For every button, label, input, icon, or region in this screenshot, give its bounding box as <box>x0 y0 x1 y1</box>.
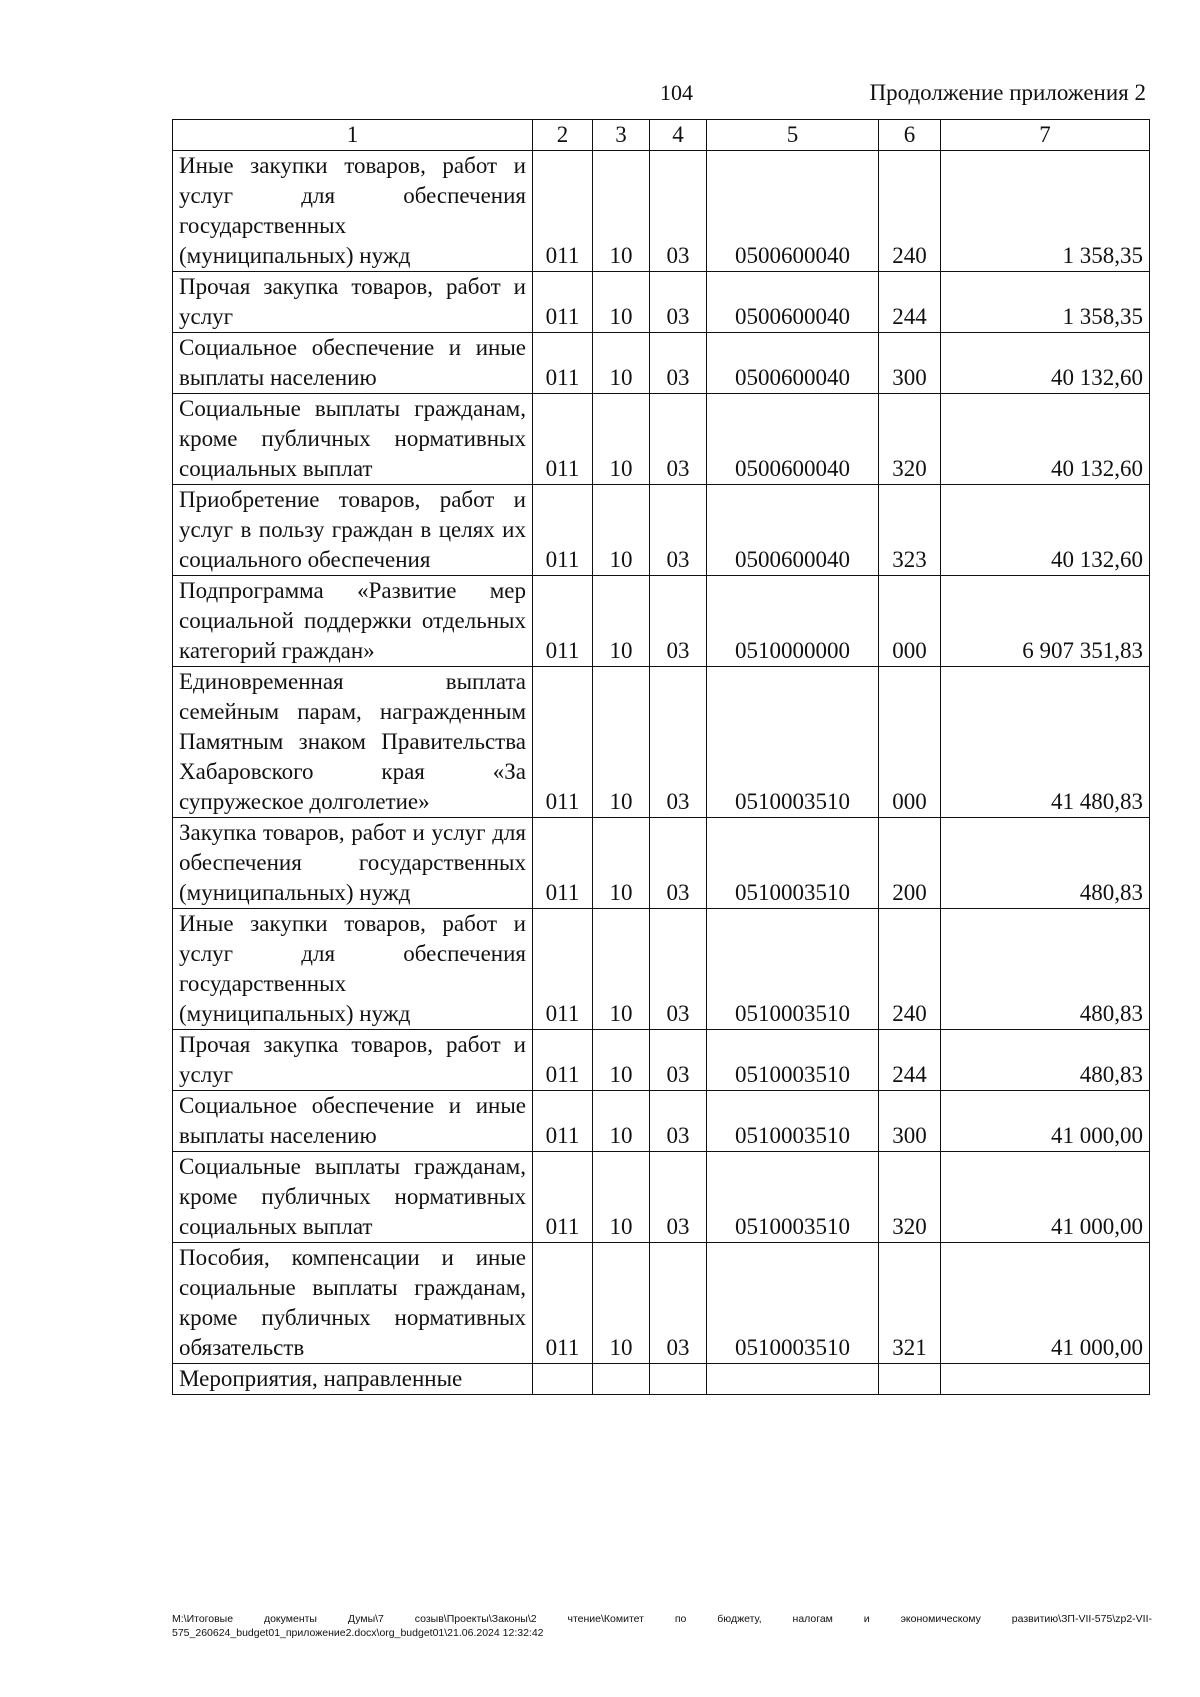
cell-c2: 011 <box>533 151 593 272</box>
cell-c2: 011 <box>533 1243 593 1364</box>
row-name: Прочая закупка товаров, работ и услуг <box>173 272 533 333</box>
cell-c3: 10 <box>593 151 650 272</box>
row-name: Прочая закупка товаров, работ и услуг <box>173 1030 533 1091</box>
row-name: Иные закупки товаров, работ и услуг для обеспечения государственных (муниципальных) нужд <box>173 151 533 272</box>
cell-c4: 03 <box>650 151 707 272</box>
cell-c5: 0510003510 <box>707 909 879 1030</box>
cell-c6: 000 <box>879 576 941 667</box>
cell-c2: 011 <box>533 272 593 333</box>
cell-c4: 03 <box>650 1152 707 1243</box>
table-row <box>173 394 1150 485</box>
table-row <box>173 667 1150 818</box>
row-name: Социальное обеспечение и иные выплаты населению <box>173 333 533 394</box>
cell-c4: 03 <box>650 1091 707 1152</box>
cell-c2: 011 <box>533 1152 593 1243</box>
cell-c5: 0500600040 <box>707 394 879 485</box>
cell-c2: 011 <box>533 667 593 818</box>
cell-amount <box>941 1364 1150 1395</box>
document-path-footer: М:\Итоговые документы Думы\7 созыв\Проекты\Законы\2 чтение\Комитет по бюджету, налогам и экономическому развитию\ЗП-VII-575\zp2-VII-575_260624_budget01_приложение2.docx\org_budget01\21.06.2024 12:32:42 <box>172 1613 1152 1639</box>
cell-amount: 1 358,35 <box>941 272 1150 333</box>
cell-c3: 10 <box>593 333 650 394</box>
budget-table <box>172 119 1150 1395</box>
cell-c5 <box>707 1364 879 1395</box>
cell-c2: 011 <box>533 909 593 1030</box>
row-name: Социальное обеспечение и иные выплаты населению <box>173 1091 533 1152</box>
table-row <box>173 1152 1150 1243</box>
cell-c4: 03 <box>650 1030 707 1091</box>
cell-amount: 41 000,00 <box>941 1243 1150 1364</box>
cell-c3: 10 <box>593 1030 650 1091</box>
cell-c5: 0500600040 <box>707 485 879 576</box>
column-header: 4 <box>650 120 707 151</box>
cell-c5: 0510003510 <box>707 1091 879 1152</box>
table-row <box>173 1364 1150 1395</box>
column-header: 1 <box>173 120 533 151</box>
cell-c6: 300 <box>879 1091 941 1152</box>
table-row <box>173 333 1150 394</box>
row-name: Подпрограмма «Развитие мер социальной поддержки отдельных категорий граждан» <box>173 576 533 667</box>
table-row <box>173 576 1150 667</box>
cell-c6: 320 <box>879 394 941 485</box>
cell-c3 <box>593 1364 650 1395</box>
cell-c6: 300 <box>879 333 941 394</box>
cell-c5: 0510000000 <box>707 576 879 667</box>
cell-c5: 0510003510 <box>707 1243 879 1364</box>
cell-amount: 41 480,83 <box>941 667 1150 818</box>
page-number: 104 <box>660 80 693 105</box>
cell-c5: 0500600040 <box>707 333 879 394</box>
cell-c6: 244 <box>879 272 941 333</box>
cell-c4: 03 <box>650 1243 707 1364</box>
cell-c3: 10 <box>593 576 650 667</box>
cell-c5: 0500600040 <box>707 272 879 333</box>
cell-amount: 40 132,60 <box>941 394 1150 485</box>
table-row <box>173 272 1150 333</box>
cell-c3: 10 <box>593 1152 650 1243</box>
cell-c3: 10 <box>593 485 650 576</box>
cell-c6 <box>879 1364 941 1395</box>
table-row <box>173 818 1150 909</box>
row-name: Иные закупки товаров, работ и услуг для обеспечения государственных (муниципальных) нужд <box>173 909 533 1030</box>
cell-amount: 41 000,00 <box>941 1091 1150 1152</box>
cell-c5: 0500600040 <box>707 151 879 272</box>
cell-c6: 321 <box>879 1243 941 1364</box>
cell-c6: 323 <box>879 485 941 576</box>
cell-c4: 03 <box>650 272 707 333</box>
cell-amount: 40 132,60 <box>941 333 1150 394</box>
cell-c4: 03 <box>650 333 707 394</box>
cell-c5: 0510003510 <box>707 1030 879 1091</box>
cell-c3: 10 <box>593 667 650 818</box>
column-header: 2 <box>533 120 593 151</box>
cell-c2: 011 <box>533 485 593 576</box>
cell-c5: 0510003510 <box>707 667 879 818</box>
cell-c4: 03 <box>650 909 707 1030</box>
column-header: 5 <box>707 120 879 151</box>
table-row <box>173 909 1150 1030</box>
cell-c3: 10 <box>593 272 650 333</box>
cell-c2: 011 <box>533 1091 593 1152</box>
cell-amount: 480,83 <box>941 1030 1150 1091</box>
cell-amount: 40 132,60 <box>941 485 1150 576</box>
cell-c4: 03 <box>650 485 707 576</box>
cell-c6: 240 <box>879 909 941 1030</box>
table-row <box>173 1091 1150 1152</box>
cell-c4: 03 <box>650 818 707 909</box>
column-header: 6 <box>879 120 941 151</box>
cell-c4: 03 <box>650 576 707 667</box>
cell-c3: 10 <box>593 394 650 485</box>
row-name: Закупка товаров, работ и услуг для обеспечения государственных (муниципальных) нужд <box>173 818 533 909</box>
cell-c2: 011 <box>533 1030 593 1091</box>
cell-c2: 011 <box>533 394 593 485</box>
row-name: Приобретение товаров, работ и услуг в пользу граждан в целях их социального обеспечения <box>173 485 533 576</box>
cell-c6: 000 <box>879 667 941 818</box>
cell-c2: 011 <box>533 818 593 909</box>
cell-amount: 480,83 <box>941 818 1150 909</box>
table-header-row <box>173 120 1150 151</box>
appendix-caption: Продолжение приложения 2 <box>869 80 1146 105</box>
cell-c4: 03 <box>650 394 707 485</box>
table-row <box>173 485 1150 576</box>
cell-c6: 244 <box>879 1030 941 1091</box>
row-name: Социальные выплаты гражданам, кроме публичных нормативных социальных выплат <box>173 1152 533 1243</box>
row-name: Социальные выплаты гражданам, кроме публичных нормативных социальных выплат <box>173 394 533 485</box>
row-name: Пособия, компенсации и иные социальные выплаты гражданам, кроме публичных нормативных обязательств <box>173 1243 533 1364</box>
row-name: Мероприятия, направленные <box>173 1364 533 1395</box>
cell-c6: 200 <box>879 818 941 909</box>
column-header: 7 <box>941 120 1150 151</box>
cell-c2 <box>533 1364 593 1395</box>
cell-c5: 0510003510 <box>707 818 879 909</box>
cell-c4 <box>650 1364 707 1395</box>
cell-amount: 480,83 <box>941 909 1150 1030</box>
cell-amount: 1 358,35 <box>941 151 1150 272</box>
column-header: 3 <box>593 120 650 151</box>
cell-amount: 6 907 351,83 <box>941 576 1150 667</box>
cell-c6: 320 <box>879 1152 941 1243</box>
cell-c4: 03 <box>650 667 707 818</box>
cell-c3: 10 <box>593 909 650 1030</box>
table-row <box>173 1243 1150 1364</box>
cell-c2: 011 <box>533 576 593 667</box>
cell-c6: 240 <box>879 151 941 272</box>
table-body <box>173 151 1150 1395</box>
cell-amount: 41 000,00 <box>941 1152 1150 1243</box>
row-name: Единовременная выплата семейным парам, награжденным Памятным знаком Правительства Хабаровского края «За супружеское долголетие» <box>173 667 533 818</box>
table-row <box>173 1030 1150 1091</box>
cell-c3: 10 <box>593 1243 650 1364</box>
cell-c5: 0510003510 <box>707 1152 879 1243</box>
cell-c2: 011 <box>533 333 593 394</box>
cell-c3: 10 <box>593 818 650 909</box>
cell-c3: 10 <box>593 1091 650 1152</box>
table-row <box>173 151 1150 272</box>
